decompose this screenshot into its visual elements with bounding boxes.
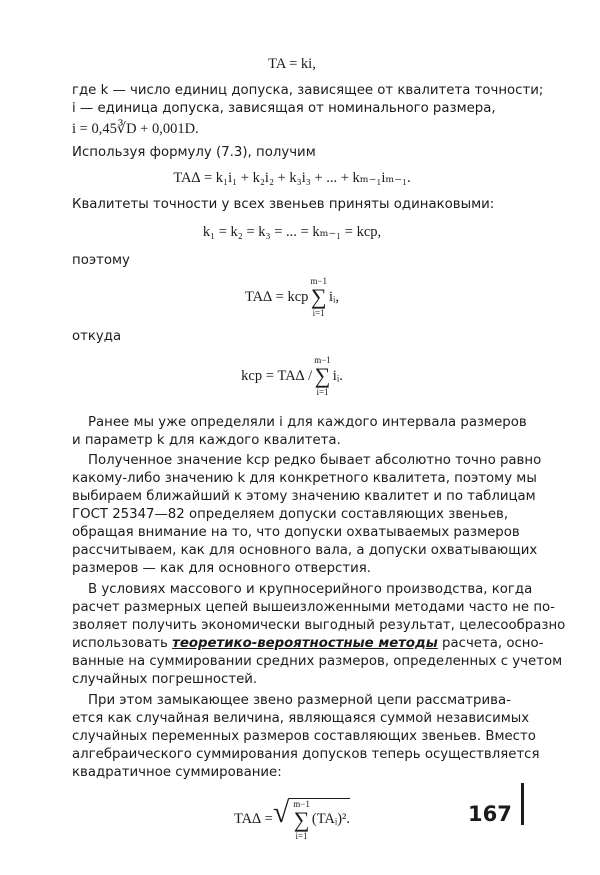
equation-ta-sum: TA∆ = kср m−1 ∑ i=1 iᵢ, <box>244 276 339 318</box>
equation-unit-tolerance: i = 0,45∛D + 0,001D. <box>72 121 199 137</box>
text-line: Квалитеты точности у всех звеньев приняты одинаковыми: <box>72 197 495 212</box>
page-number: 167 <box>468 802 512 826</box>
sum-symbol: m−1 ∑ i=1 <box>314 355 331 397</box>
page-body <box>72 50 566 848</box>
equation-equal-k: k₁ = k₂ = k₃ = ... = kₘ₋₁ = kср, <box>202 224 382 240</box>
sum-symbol: m−1 ∑ i=1 <box>293 798 310 841</box>
page-edge-bar <box>521 783 524 825</box>
paragraph-closing-link: При этом замыкающее звено размерной цепи рассматрива- ется как случайная величина, являющаяся суммой независимых случайных переменных размеров составляющих звеньев. Вместо алгебраического суммирования допусков теперь осуществляется квадратичное суммирование: <box>72 693 540 780</box>
sum-symbol: m−1 ∑ i=1 <box>310 276 327 318</box>
paragraph-mass-production: В условиях массового и крупносерийного производства, когда расчет размерных цепей вышеизложенными методами часто не по- зволяет получить экономически выгодный результат, целесообразно использовать теоретико-вероятностные методы расчета, осно- ванные на суммировании средних размеров, определенных с учетом случайных погрешностей. <box>72 582 566 687</box>
text-line: i — единица допуска, зависящая от номинального размера, <box>72 101 496 116</box>
text-line: поэтому <box>72 253 130 268</box>
equation-quadratic-sum: TA∆ = √ m−1 ∑ i=1 (TAᵢ)². <box>233 795 351 841</box>
paragraph-k-value: Полученное значение kср редко бывает абсолютно точно равно какому-либо значению k для конкретного квалитета, поэтому мы выбираем ближайший к этому значению квалитет и по таблицам ГОСТ 25347—82 определяем допуски составляющих звеньев, обращая внимание на то, что допуски охватываемых размеров рассчитываем, как для основного вала, а допуски охватывающих размеров — как для основного отверстия. <box>72 453 542 576</box>
text-line: откуда <box>72 329 122 344</box>
paragraph-intervals: Ранее мы уже определяли i для каждого интервала размеров и параметр k для каждого квалитета. <box>72 415 527 448</box>
emphasized-term: теоретико-вероятностные методы <box>172 636 438 651</box>
text-line: где k — число единиц допуска, зависящее от квалитета точности; <box>72 83 544 98</box>
equation-sum-tolerances: TA∆ = k₁i₁ + k₂i₂ + k₃i₃ + ... + kₘ₋₁iₘ₋₁. <box>173 170 411 186</box>
square-root-icon: √ m−1 ∑ i=1 (TAᵢ)². <box>272 795 351 841</box>
equation-ta-ki: TA = ki, <box>268 56 316 72</box>
equation-k-avg: kср = TA∆ / m−1 ∑ i=1 iᵢ. <box>241 355 343 397</box>
text-line: Используя формулу (7.3), получим <box>72 145 316 160</box>
